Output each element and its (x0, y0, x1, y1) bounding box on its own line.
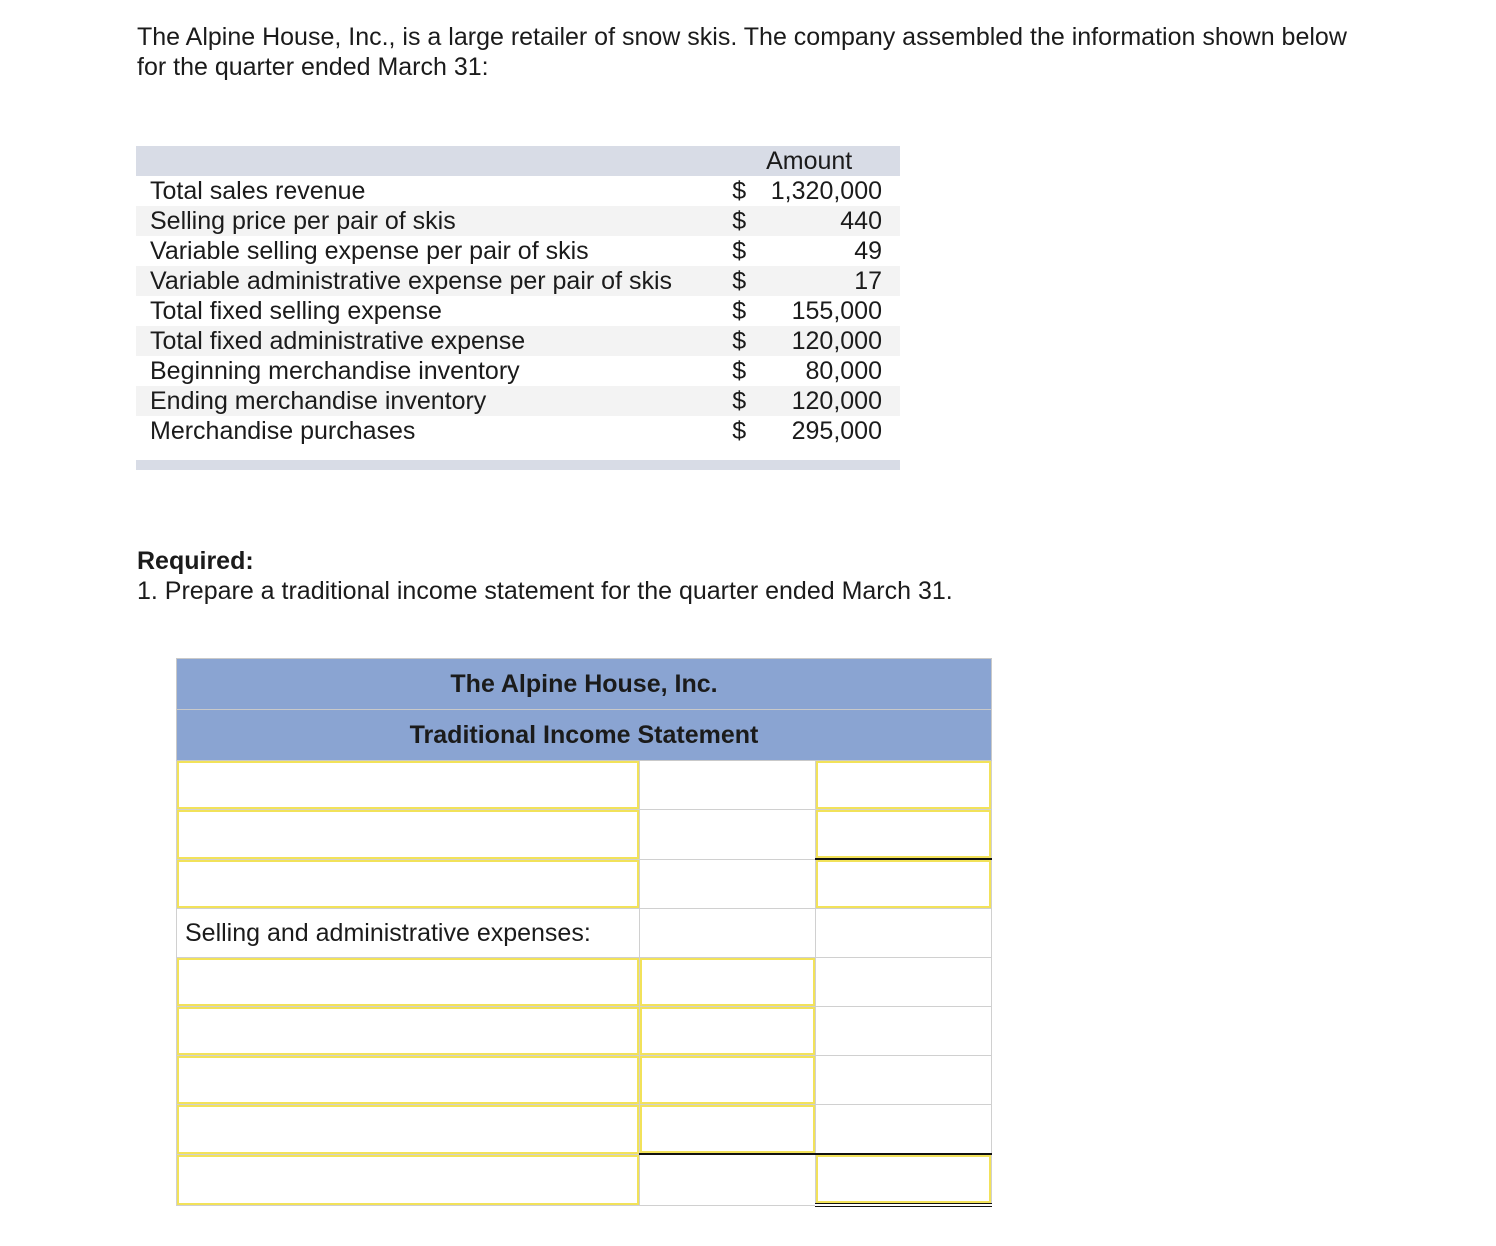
given-data-table (136, 146, 900, 470)
amount-input[interactable] (816, 761, 991, 809)
statement-company-name: The Alpine House, Inc. (177, 659, 992, 710)
data-row-variable-admin: Variable administrative expense per pair of skis $ 17 (136, 266, 900, 296)
line-item-label-input[interactable] (177, 810, 639, 859)
statement-row (177, 1056, 992, 1105)
data-row-beginning-inventory: Beginning merchandise inventory $ 80,000 (150, 357, 882, 385)
statement-row (177, 1007, 992, 1056)
data-row-fixed-admin: Total fixed administrative expense $ 120,000 (136, 326, 900, 356)
statement-row (177, 859, 992, 909)
statement-row (177, 810, 992, 860)
amount-input[interactable] (640, 1056, 815, 1104)
data-row-fixed-selling: Total fixed selling expense $ 155,000 (150, 297, 882, 325)
line-item-label-input[interactable] (177, 1155, 639, 1205)
statement-row (177, 958, 992, 1007)
data-table-header (136, 146, 900, 176)
amount-input[interactable] (640, 1007, 815, 1055)
statement-row (177, 1105, 992, 1155)
required-heading: Required: (137, 547, 254, 575)
amount-input[interactable] (640, 958, 815, 1006)
statement-title: Traditional Income Statement (177, 710, 992, 761)
amount-input[interactable] (816, 810, 991, 858)
data-row-total-sales: Total sales revenue $ 1,320,000 (150, 177, 882, 205)
amount-input[interactable] (816, 860, 991, 908)
line-item-label-input[interactable] (177, 860, 639, 909)
line-item-label-input[interactable] (177, 1007, 639, 1055)
required-section (137, 546, 953, 606)
amount-column-header: Amount (718, 146, 900, 176)
requirement-1: 1. Prepare a traditional income statement for the quarter ended March 31. (137, 577, 953, 605)
income-statement-form (176, 658, 992, 1207)
line-item-label-input[interactable] (177, 761, 639, 809)
data-table-footer-bar (136, 460, 900, 470)
data-row-ending-inventory: Ending merchandise inventory $ 120,000 (136, 386, 900, 416)
line-item-label-input[interactable] (177, 1056, 639, 1104)
data-row-variable-selling: Variable selling expense per pair of skis $ 49 (150, 237, 882, 265)
selling-admin-expenses-label: Selling and administrative expenses: (177, 909, 640, 958)
data-row-selling-price: Selling price per pair of skis $ 440 (136, 206, 900, 236)
data-row-purchases: Merchandise purchases $ 295,000 (150, 417, 882, 445)
statement-section-row (177, 909, 992, 958)
line-item-label-input[interactable] (177, 1105, 639, 1154)
amount-input[interactable] (640, 1105, 815, 1153)
problem-intro: The Alpine House, Inc., is a large retailer of snow skis. The company assembled the information shown below for the quarter ended March 31: (137, 23, 1347, 81)
statement-row (177, 761, 992, 810)
statement-row (177, 1154, 992, 1205)
line-item-label-input[interactable] (177, 958, 639, 1006)
amount-input[interactable] (816, 1155, 991, 1203)
